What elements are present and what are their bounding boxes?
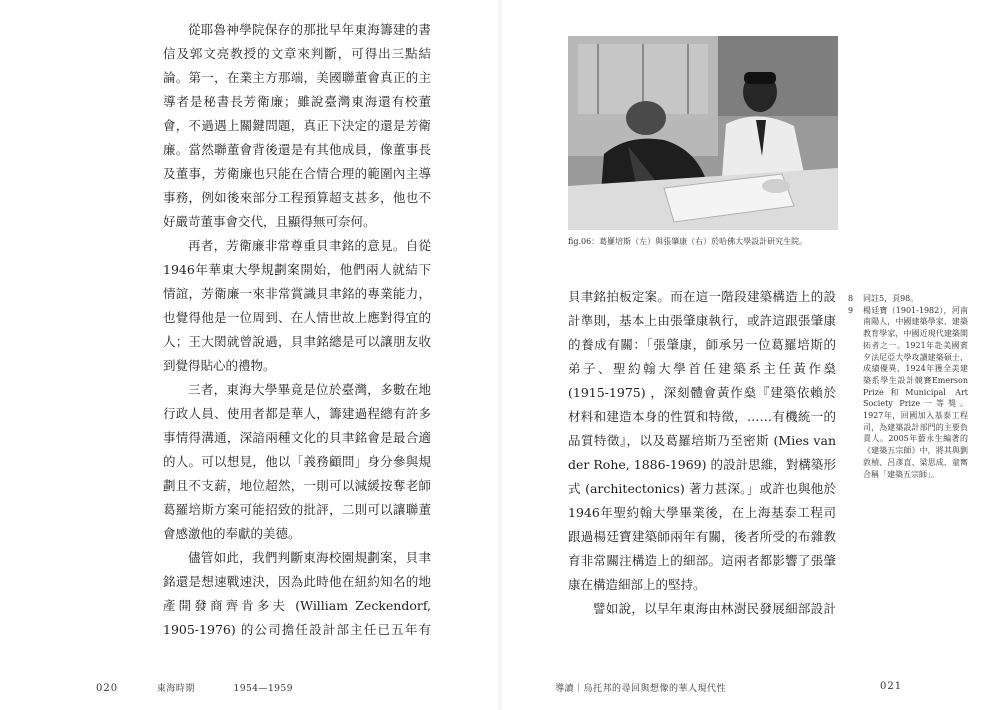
right-footer (555, 681, 726, 694)
left-running-title: 東海時期 (156, 684, 195, 694)
photo-caption: fig.06：葛羅培斯（左）與張肇康（右）於哈佛大學設計研究生院。 (568, 237, 808, 246)
footnote-item (848, 305, 968, 481)
right-page-number: 021 (880, 681, 903, 692)
right-paragraph-2: 譬如說，以早年東海由林澍民發展細部設計 (593, 601, 836, 616)
footnote-number: 9 (848, 305, 854, 315)
left-footer (96, 681, 293, 694)
left-page-number: 020 (96, 683, 119, 694)
right-running-title: 導讀｜烏托邦的尋回與想像的華人現代性 (555, 684, 727, 694)
left-page-body (163, 18, 431, 638)
footnote-text: 同註5，頁98。 (863, 294, 919, 303)
right-page-body (568, 285, 836, 625)
book-gutter (497, 0, 503, 710)
footnote-text: 楊廷寶（1901-1982），河南南陽人，中國建築學家、建築教育學家，中國近現代建築開拓者之一。1921年赴美國賓夕法尼亞大學攻讀建築碩士，成績優異，1924年獲全美建築系學生設計競賽Emerson Prize和Municipal Art Society Prize一等獎。1927年，回國加入基泰工程司，為建築設計部門的主要負責人。2005年藝永生編著的《建築五宗師》中，將其與劉敦楨、呂彥直、梁思成、童寯合稱「建築五宗師」。 (863, 305, 968, 479)
footnote-number: 8 (848, 294, 854, 303)
left-paragraph-4: 儘管如此，我們判斷東海校園規劃案，貝聿銘還是想速戰速決，因為此時他在紐約知名的地產開發商齊肯多夫 (William Zeckendorf, 1905-1976) 的公司擔任設計部主任已五年有 (163, 550, 431, 637)
footnote-item (848, 293, 968, 305)
left-paragraph-2: 再者，芳衛廉非常尊重貝聿銘的意見。自從1946年華東大學規劃案開始，他們兩人就結下情誼，芳衛廉一來非常賞識貝聿銘的專業能力，也覺得他是一位周到、在人情世故上應對得宜的人；王大閎就曾說過，貝聿銘總是可以讓朋友收到覺得貼心的禮物。 (163, 238, 431, 373)
right-footer-number (880, 681, 902, 692)
left-paragraph-1: 從耶魯神學院保存的那批早年東海籌建的書信及郭文亮教授的文章來判斷，可得出三點結論。第一，在業主方那端，美國聯董會真正的主導者是秘書長芳衛廉；雖說臺灣東海還有校董會，不過遇上關鍵問題，真正下決定的還是芳衛廉。當然聯董會背後還是有其他成員，像董事長及董事，芳衛廉也只能在合情合理的範圍內主導事務，例如後來部分工程預算超支甚多，他也不好嚴苛董事會交代，且顯得無可奈何。 (163, 22, 431, 229)
archival-photo (568, 36, 838, 230)
left-paragraph-3: 三者，東海大學畢竟是位於臺灣，多數在地行政人員、使用者都是華人，籌建過程總有許多事情得溝通，深諳兩種文化的貝聿銘會是最合適的人。可以想見，他以「義務顧問」身分參與規劃且不支薪，地位超然，一則可以減緩按奪老師葛羅培斯方案可能招致的批評，二則可以讓聯董會感激他的奉獻的美德。 (163, 382, 431, 541)
right-paragraph-1: 貝聿銘拍板定案。而在這一階段建築構造上的設計準則，基本上由張肇康執行，或許這跟張肇康的養成有關：「張肇康，師承另一位葛羅培斯的弟子、聖約翰大學首任建築系主任黃作燊 (1915-1975) ，深刻體會黃作燊『建築依賴於材料和建造本身的性質和特徵，……有機統一的品質特徵』，以及葛羅培斯乃至密斯 (Mies van der Rohe, 1886-1969) 的設計思維，對構築形式 (architectonics) 著力甚深。」或許也與他於1946年聖約翰大學畢業後，在上海基泰工程司跟過楊廷寶建築師兩年有關，後者所受的布雜教育非常關注構造上的細部。這兩者都影響了張肇康在構造細部上的堅持。 (568, 289, 836, 592)
archival-photo-illustration (568, 36, 838, 230)
side-notes (848, 293, 968, 480)
left-running-years: 1954—1959 (233, 684, 293, 694)
